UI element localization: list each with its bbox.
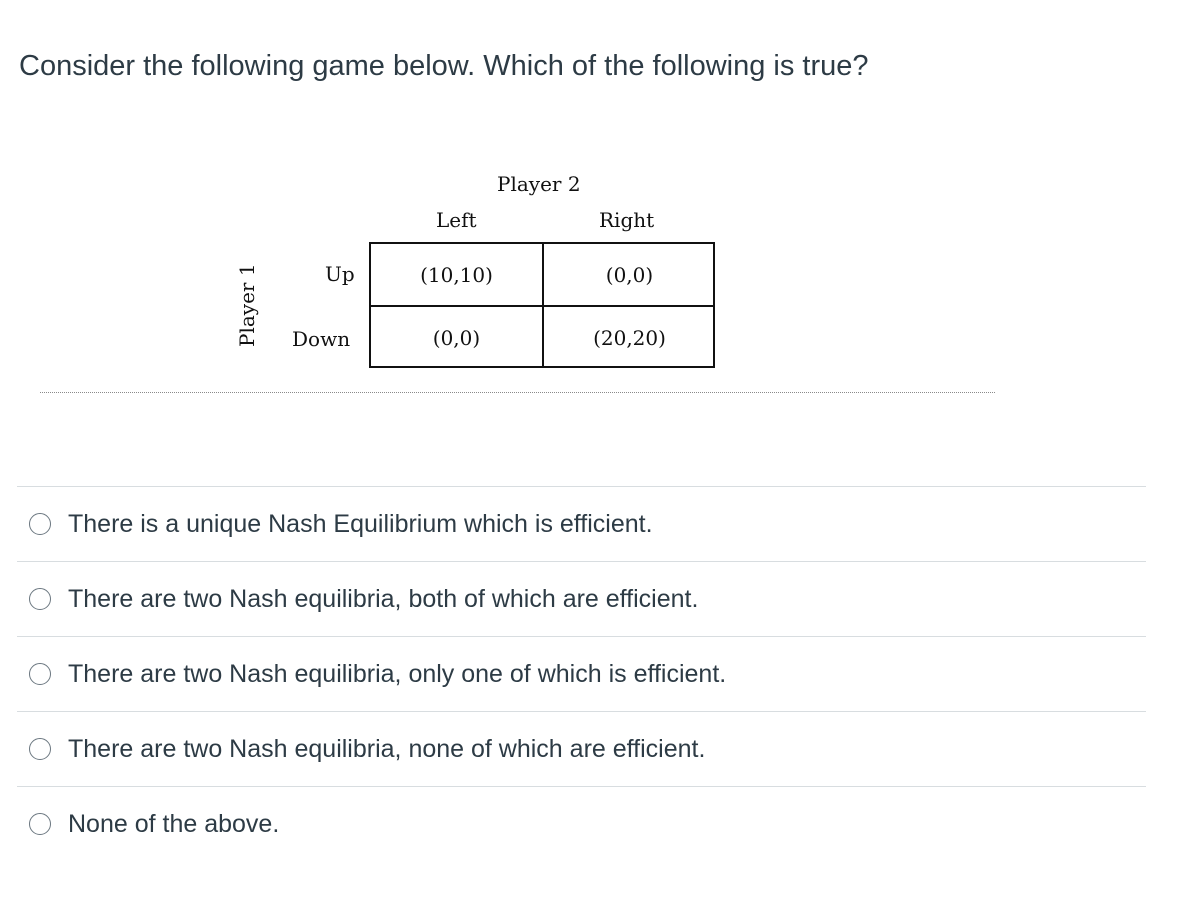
answer-list xyxy=(17,486,1146,861)
payoff-cell-up-left: (10,10) xyxy=(371,244,544,307)
answer-label: There are two Nash equilibria, none of which are efficient. xyxy=(68,734,706,763)
row-header-down: Down xyxy=(292,327,351,351)
payoff-matrix xyxy=(369,242,715,368)
answer-option[interactable] xyxy=(17,561,1146,636)
player2-label: Player 2 xyxy=(497,172,581,196)
radio-button-icon[interactable] xyxy=(29,588,51,610)
payoff-cell-up-right: (0,0) xyxy=(544,244,715,307)
payoff-cell-down-left: (0,0) xyxy=(371,307,544,368)
radio-button-icon[interactable] xyxy=(29,513,51,535)
answer-label: None of the above. xyxy=(68,809,280,838)
column-header-right: Right xyxy=(599,208,655,232)
answer-label: There are two Nash equilibria, only one of which is efficient. xyxy=(68,659,727,688)
game-matrix-figure xyxy=(0,0,1182,420)
radio-button-icon[interactable] xyxy=(29,663,51,685)
column-header-left: Left xyxy=(436,208,477,232)
answer-option[interactable] xyxy=(17,636,1146,711)
payoff-cell-down-right: (20,20) xyxy=(593,325,666,350)
answer-label: There is a unique Nash Equilibrium which is efficient. xyxy=(68,509,653,538)
answer-option[interactable] xyxy=(17,711,1146,786)
answer-label: There are two Nash equilibria, both of which are efficient. xyxy=(68,584,699,613)
radio-button-icon[interactable] xyxy=(29,813,51,835)
answer-option[interactable] xyxy=(17,786,1146,861)
player1-label: Player 1 xyxy=(235,263,259,347)
row-header-up: Up xyxy=(325,262,355,286)
question-text: Consider the following game below. Which of the following is true? xyxy=(19,50,869,82)
answer-option[interactable] xyxy=(17,486,1146,561)
radio-button-icon[interactable] xyxy=(29,738,51,760)
figure-divider xyxy=(40,392,995,393)
